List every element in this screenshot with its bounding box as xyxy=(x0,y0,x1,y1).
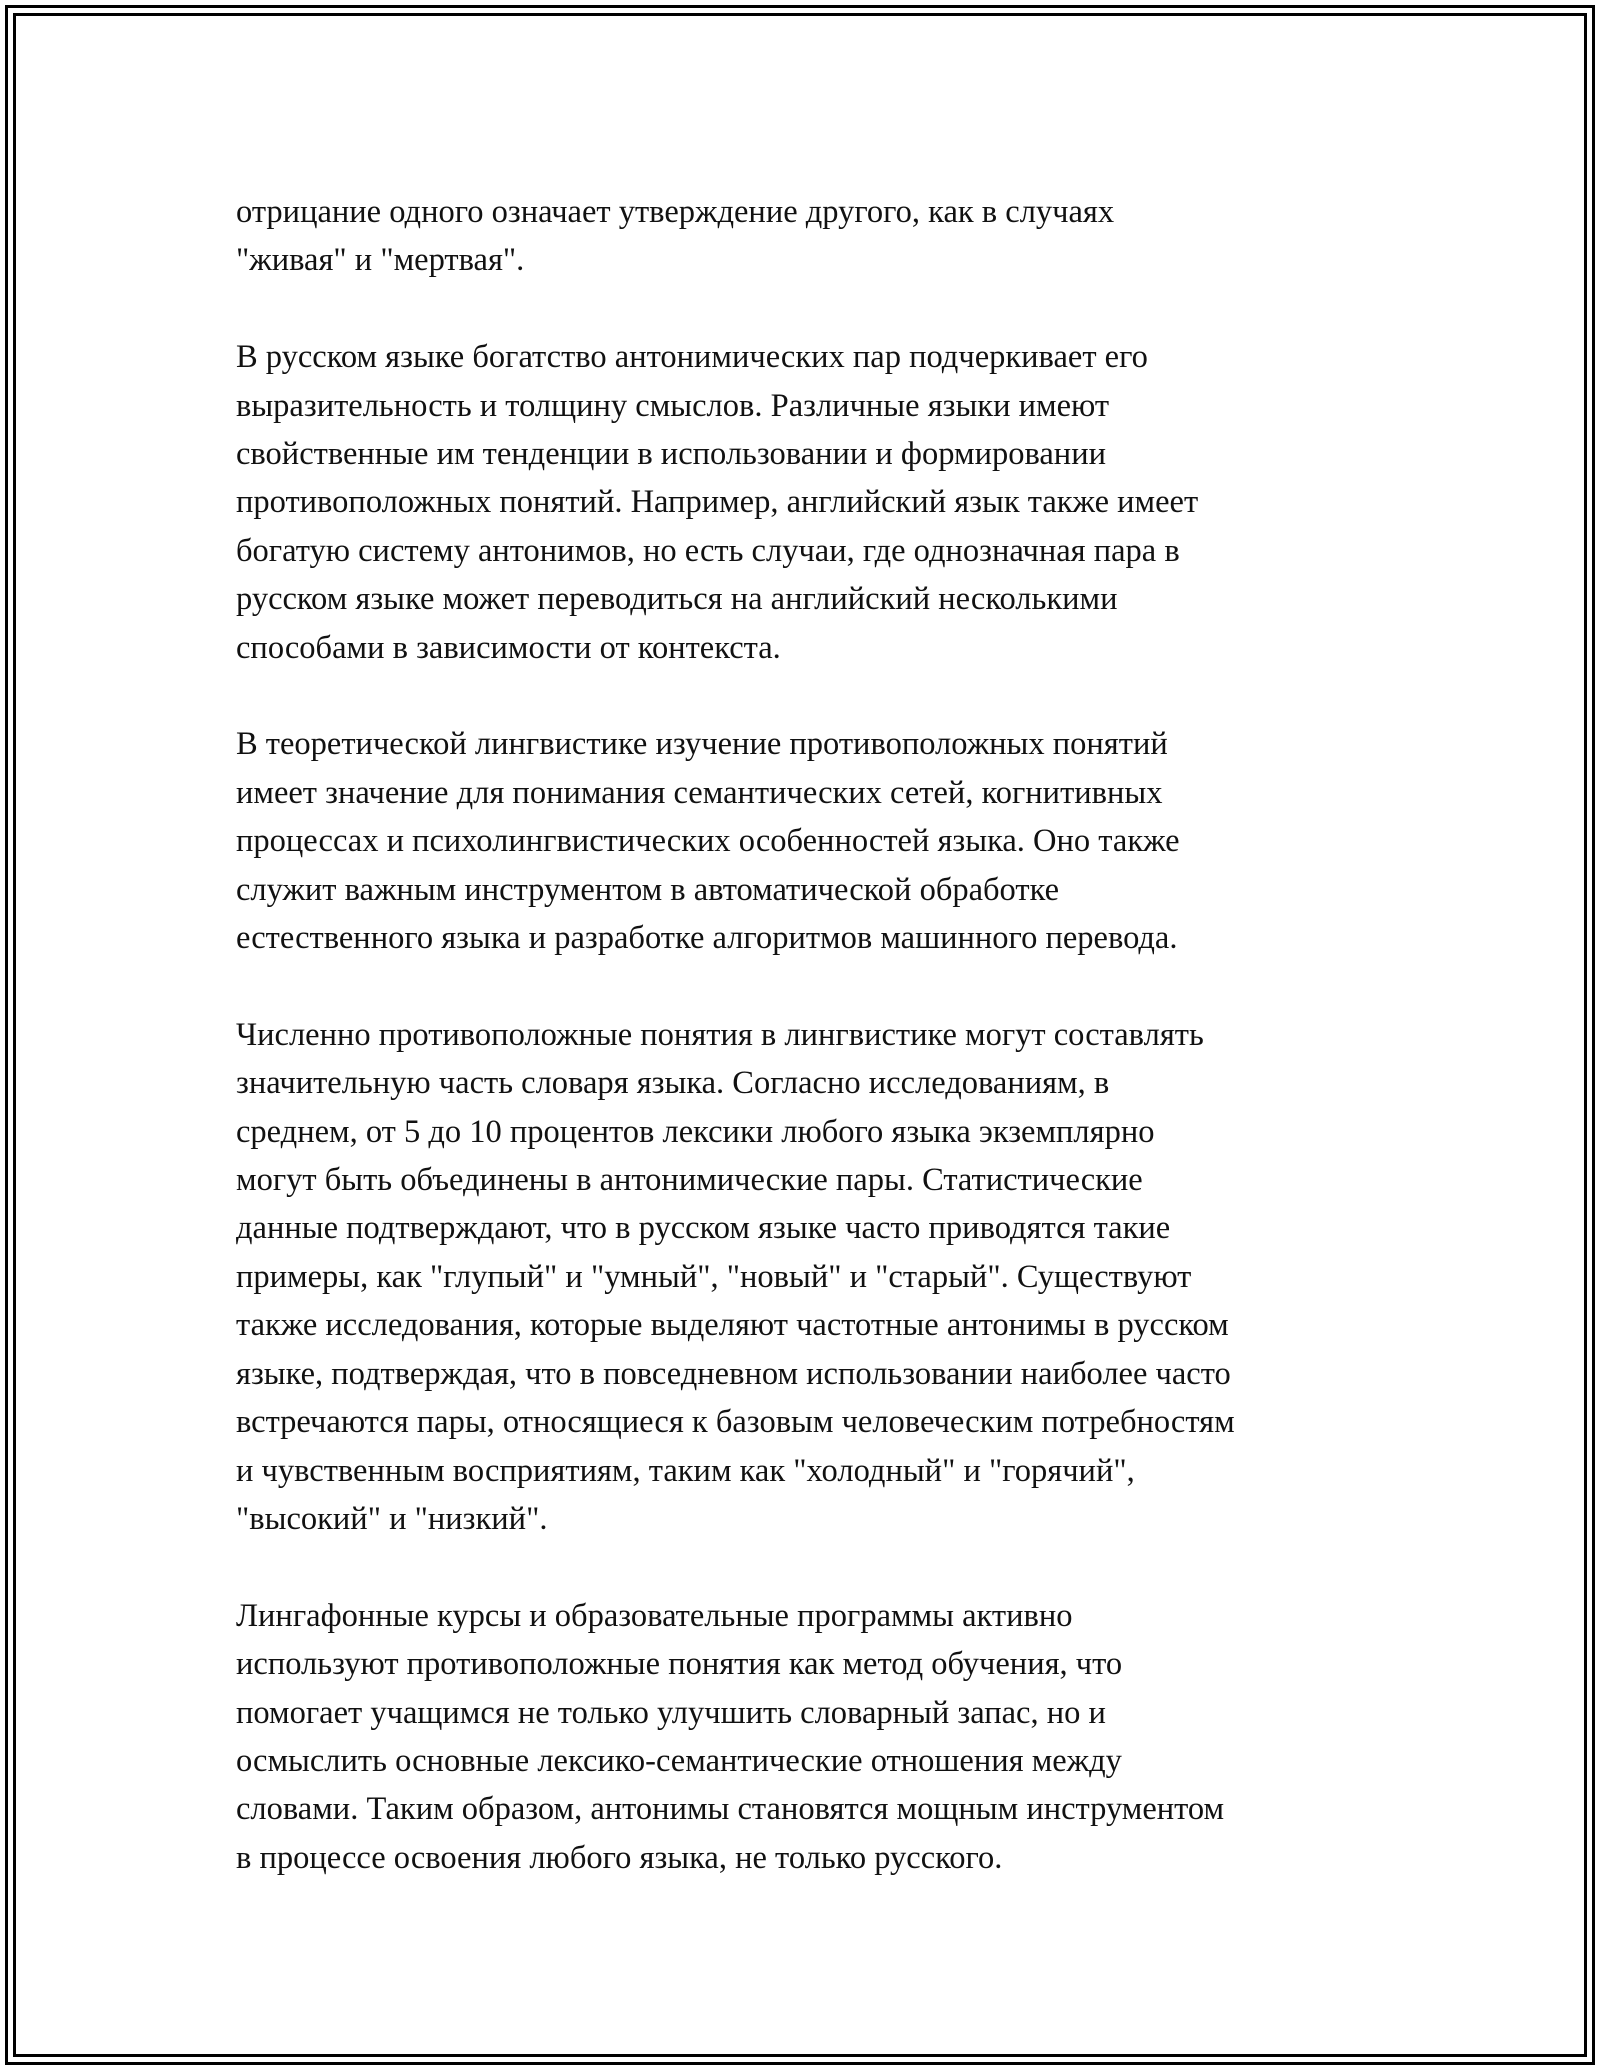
document-body xyxy=(236,188,1376,1931)
paragraph: Численно противоположные понятия в лингвистике могут составлять значительную часть словаря языка. Согласно исследованиям, в среднем, от 5 до 10 процентов лексики любого языка экземплярно могут быть объединены в антонимические пары. Статистические данные подтверждают, что в русском языке часто приводятся такие примеры, как "глупый" и "умный", "новый" и "старый". Существуют также исследования, которые выделяют частотные антонимы в русском языке, подтверждая, что в повседневном использовании наиболее часто встречаются пары, относящиеся к базовым человеческим потребностям и чувственным восприятиям, таким как "холодный" и "горячий", "высокий" и "низкий". xyxy=(236,1016,1235,1537)
paragraph: В теоретической лингвистике изучение противоположных понятий имеет значение для понимания семантических сетей, когнитивных процессах и психолингвистических особенностей языка. Оно также служит важным инструментом в автоматической обработке естественного языка и разработке алгоритмов машинного перевода. xyxy=(236,726,1180,957)
paragraph: В русском языке богатство антонимических пар подчеркивает его выразительность и толщину смыслов. Различные языки имеют свойственные им тенденции в использовании и формировании противоположных понятий. Например, английский язык также имеет богатую систему антонимов, но есть случаи, где однозначная пара в русском языке может переводиться на английский несколькими способами в зависимости от контекста. xyxy=(236,339,1199,666)
paragraph: Лингафонные курсы и образовательные программы активно используют противоположные понятия как метод обучения, что помогает учащимся не только улучшить словарный запас, но и осмыслить основные лексико-семантические отношения между словами. Таким образом, антонимы становятся мощным инструментом в процессе освоения любого языка, не только русского. xyxy=(236,1597,1225,1876)
paragraph: отрицание одного означает утверждение другого, как в случаях "живая" и "мертвая". xyxy=(236,194,1115,279)
